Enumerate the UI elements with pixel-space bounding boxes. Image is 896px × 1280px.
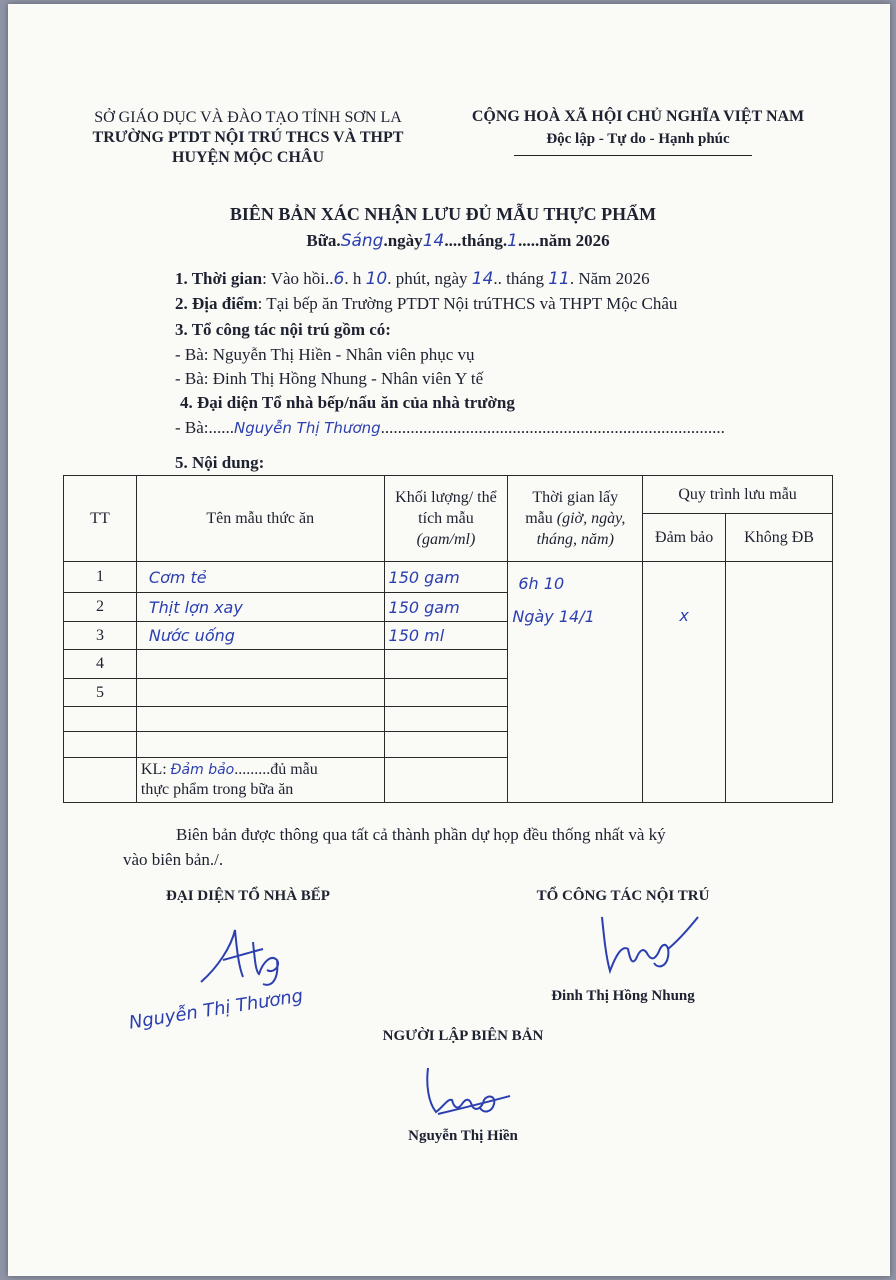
closing-line-1: Biên bản được thông qua tất cả thành phần dự họp đều thống nhất và ký xyxy=(176,825,666,844)
department-name: SỞ GIÁO DỤC VÀ ĐÀO TẠO TỈNH SƠN LA xyxy=(94,109,402,126)
row-tt: 5 xyxy=(64,679,137,707)
header-left xyxy=(68,108,428,168)
conclusion-value: Đảm bảo xyxy=(170,762,235,778)
header-mass xyxy=(384,476,508,562)
header-mass-line1: Khối lượng/ thể xyxy=(395,489,497,506)
section-time xyxy=(175,269,855,289)
row-tt: 4 xyxy=(64,650,137,679)
motto-underline xyxy=(514,155,752,156)
kitchen-signature-title: ĐẠI DIỆN TỔ NHÀ BẾP xyxy=(166,888,330,904)
header-right xyxy=(448,106,828,150)
row-tt: 2 xyxy=(64,593,137,622)
sample-time-hour: 6h 10 xyxy=(518,574,565,593)
conclusion-line2: thực phẩm trong bữa ăn xyxy=(140,781,294,798)
boarding-signature-title: TỔ CÔNG TÁC NỘI TRÚ xyxy=(536,888,710,904)
row-tt: 3 xyxy=(64,622,137,650)
time-hour: 6 xyxy=(333,269,345,289)
section-team-label: 3. Tổ công tác nội trú gồm có: xyxy=(175,320,391,339)
time-text-5: . Năm 2026 xyxy=(569,269,650,288)
row-food-name: Thịt lợn xay xyxy=(136,593,384,622)
meal-date-line xyxy=(158,231,758,251)
row-mass: 150 gam xyxy=(384,593,508,622)
school-name: TRƯỜNG PTDT NỘI TRÚ THCS VÀ THPT xyxy=(92,129,404,146)
team-member-2: - Bà: Đinh Thị Hồng Nhung - Nhân viên Y tế xyxy=(175,369,484,388)
document-page xyxy=(8,4,890,1276)
row-mass xyxy=(384,650,508,679)
conclusion-tt-cell xyxy=(64,758,137,803)
procedure-not-ok-cell xyxy=(726,562,833,803)
time-day: 14 xyxy=(471,269,494,289)
header-procedure-not-ok: Không ĐB xyxy=(726,514,833,562)
section-time-label: 1. Thời gian xyxy=(175,269,263,288)
kitchen-rep-dots: ................................................................................. xyxy=(380,418,725,437)
section-content-label: 5. Nội dung: xyxy=(175,453,265,472)
time-text-1: : Vào hồi.. xyxy=(262,269,334,288)
time-text-3: . phút, ngày xyxy=(387,269,472,288)
time-minute: 10 xyxy=(365,269,388,289)
boarding-signature-mark xyxy=(596,909,706,979)
header-mass-line3: (gam/ml) xyxy=(416,531,476,548)
row-food-name xyxy=(136,650,384,679)
month-label: ....tháng. xyxy=(444,231,508,250)
year-label: .....năm 2026 xyxy=(517,231,610,250)
country-name: CỘNG HOÀ XÃ HỘI CHỦ NGHĨA VIỆT NAM xyxy=(471,108,805,125)
row-tt xyxy=(64,732,137,758)
row-food-name xyxy=(136,732,384,758)
header-mass-line2: tích mẫu xyxy=(418,510,474,527)
sample-time-cell xyxy=(508,562,643,803)
header-procedure: Quy trình lưu mẫu xyxy=(643,476,833,514)
kitchen-signature-mark xyxy=(193,922,303,992)
recorder-signature-title: NGƯỜI LẬP BIÊN BẢN xyxy=(382,1028,544,1044)
recorder-signer-name: Nguyễn Thị Hiền xyxy=(408,1128,518,1144)
kitchen-rep-name: Nguyễn Thị Thương xyxy=(234,419,381,437)
recorder-signature-mark xyxy=(418,1062,518,1122)
header-tt: TT xyxy=(64,476,137,562)
row-tt: 1 xyxy=(64,562,137,593)
row-food-name xyxy=(136,679,384,707)
conclusion-label: KL: xyxy=(140,761,171,778)
header-time-line2: mẫu xyxy=(525,510,553,527)
kitchen-rep-prefix: - Bà:...... xyxy=(175,418,235,437)
closing-line-2: vào biên bản./. xyxy=(123,850,224,869)
header-procedure-ok: Đảm bảo xyxy=(643,514,726,562)
header-time-line2-italic: (giờ, ngày, xyxy=(552,510,626,527)
row-food-name: Nước uống xyxy=(136,622,384,650)
row-mass xyxy=(384,679,508,707)
header-time-line1: Thời gian lấy xyxy=(532,489,619,506)
document-title: BIÊN BẢN XÁC NHẬN LƯU ĐỦ MẪU THỰC PHẨM xyxy=(229,204,657,224)
row-food-name: Cơm tẻ xyxy=(136,562,384,593)
team-member-1: - Bà: Nguyễn Thị Hiền - Nhân viên phục vụ xyxy=(175,345,475,364)
row-mass xyxy=(384,732,508,758)
header-time-line3: tháng, năm) xyxy=(536,531,614,548)
table-row xyxy=(64,562,833,593)
procedure-ok-mark: x xyxy=(679,606,689,625)
meal-label: Bữa. xyxy=(306,231,341,250)
sample-time-date: Ngày 14/1 xyxy=(512,607,595,626)
row-mass: 150 gam xyxy=(384,562,508,593)
row-food-name xyxy=(136,707,384,732)
header-time xyxy=(508,476,643,562)
sample-table xyxy=(63,475,833,803)
row-mass xyxy=(384,707,508,732)
time-text-4: .. tháng xyxy=(493,269,549,288)
procedure-ok-cell xyxy=(643,562,726,803)
conclusion-cell xyxy=(136,758,384,803)
time-month: 11 xyxy=(548,269,570,289)
motto: Độc lập - Tự do - Hạnh phúc xyxy=(546,131,730,147)
row-tt xyxy=(64,707,137,732)
header-food-name: Tên mẫu thức ăn xyxy=(136,476,384,562)
kitchen-rep-line xyxy=(175,418,835,438)
boarding-signer-name: Đinh Thị Hồng Nhung xyxy=(551,988,695,1004)
district-name: HUYỆN MỘC CHÂU xyxy=(172,149,324,166)
section-location xyxy=(175,294,875,314)
meal-value: Sáng xyxy=(340,231,384,251)
section-kitchen-label: 4. Đại diện Tổ nhà bếp/nấu ăn của nhà trường xyxy=(180,393,515,412)
conclusion-suffix: .........đủ mẫu xyxy=(234,761,318,778)
section-location-label: 2. Địa điểm xyxy=(175,294,258,313)
month-value: 1 xyxy=(507,231,518,251)
time-text-2: . h xyxy=(344,269,366,288)
day-value: 14 xyxy=(422,231,445,251)
day-label: .ngày xyxy=(383,231,423,250)
kitchen-handwritten-name: Nguyễn Thị Thương xyxy=(127,985,305,1034)
section-location-text: : Tại bếp ăn Trường PTDT Nội trúTHCS và THPT Mộc Châu xyxy=(257,294,678,313)
row-mass: 150 ml xyxy=(384,622,508,650)
conclusion-mass-cell xyxy=(384,758,508,803)
